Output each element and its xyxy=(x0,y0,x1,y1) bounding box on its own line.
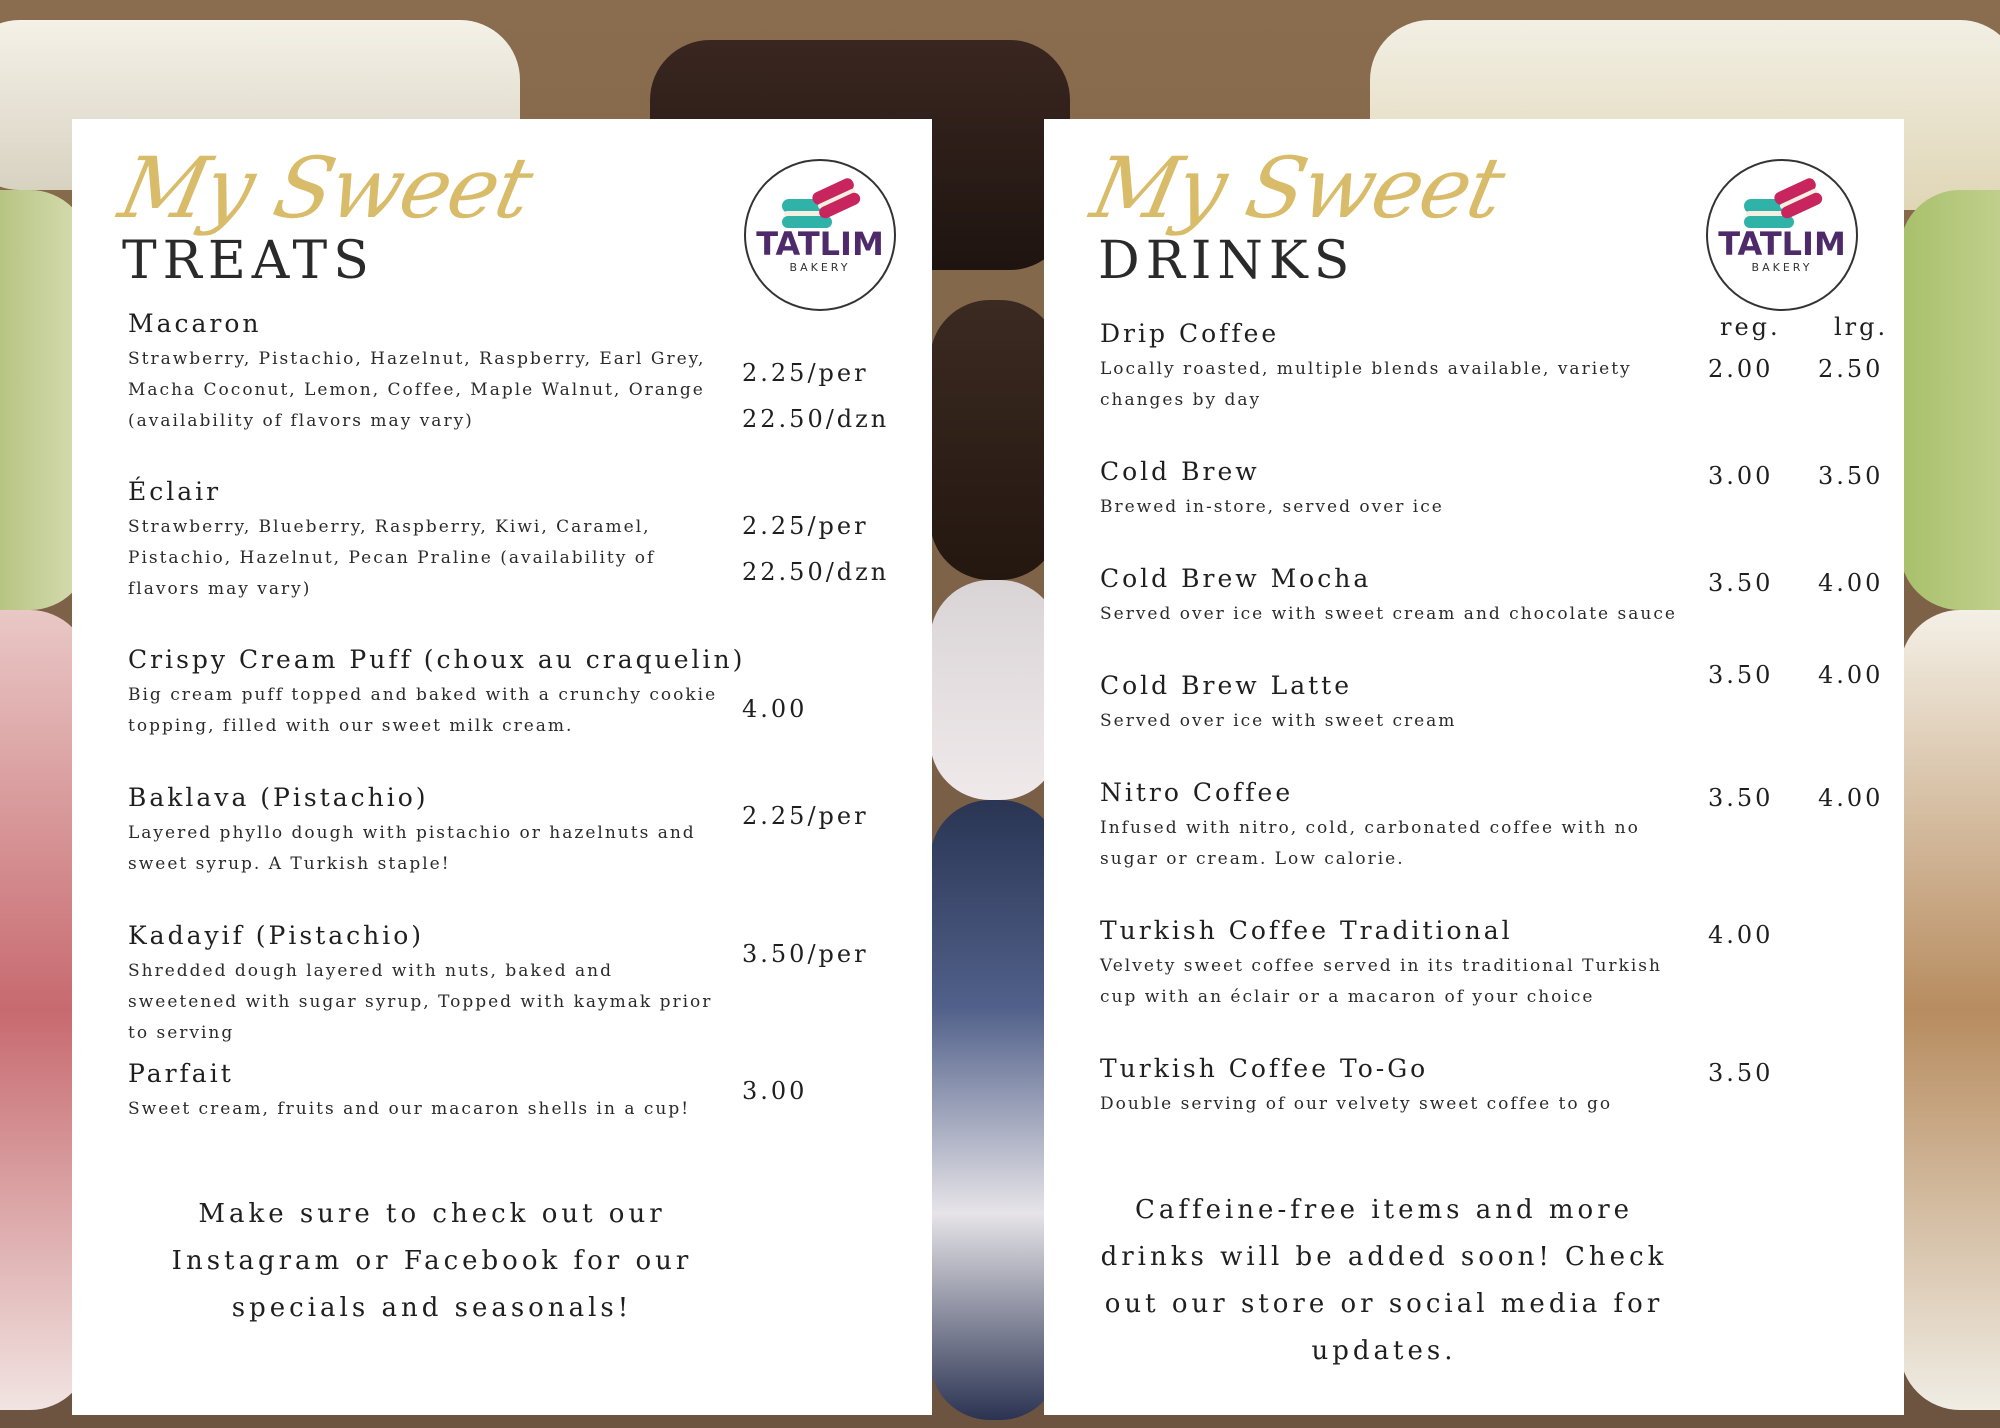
eclair-pistachio-2 xyxy=(1900,190,2000,610)
price-large: 2.50 xyxy=(1818,355,1884,383)
menu-item-cold-brew-latte xyxy=(1100,671,1680,737)
eclair-white-2 xyxy=(930,580,1060,800)
item-description: Strawberry, Blueberry, Raspberry, Kiwi, Caramel, Pistachio, Hazelnut, Pecan Praline (availability of flavors may vary) xyxy=(128,517,656,599)
drinks-update-note: Caffeine-free items and more drinks will be added soon! Check out our store or social media for updates. xyxy=(1100,1195,1668,1366)
menu-item-macaron xyxy=(128,309,728,437)
logo-name: TATLIM xyxy=(756,225,884,263)
item-price-dozen: 22.50/dzn xyxy=(742,405,890,433)
menu-item-eclair xyxy=(128,477,728,605)
item-price: 2.25/per xyxy=(742,512,869,540)
column-header-regular: reg. xyxy=(1720,313,1781,341)
item-name: Turkish Coffee Traditional xyxy=(1100,916,1513,945)
item-price-dozen: 22.50/dzn xyxy=(742,558,890,586)
item-description: Locally roasted, multiple blends available, variety changes by day xyxy=(1100,359,1632,410)
item-name: Éclair xyxy=(128,477,222,506)
menu-item-cold-brew xyxy=(1100,457,1680,523)
item-description: Layered phyllo dough with pistachio or hazelnuts and sweet syrup. A Turkish staple! xyxy=(128,823,696,874)
item-price: 2.25/per xyxy=(742,359,869,387)
item-name: Cold Brew Latte xyxy=(1100,671,1352,700)
logo-name: TATLIM xyxy=(1718,225,1846,263)
treats-title: TREATS xyxy=(122,231,375,291)
item-price: 4.00 xyxy=(742,695,808,723)
price-large: 4.00 xyxy=(1818,784,1884,812)
menu-item-cream-puff xyxy=(128,645,746,742)
menu-item-turkish-coffee-to-go xyxy=(1100,1054,1680,1120)
item-name: Cold Brew Mocha xyxy=(1100,564,1372,593)
logo-subtitle: BAKERY xyxy=(1751,261,1813,274)
item-name: Kadayif (Pistachio) xyxy=(128,921,425,950)
item-description: Brewed in-store, served over ice xyxy=(1100,497,1444,517)
item-description: Served over ice with sweet cream and chocolate sauce xyxy=(1100,604,1677,624)
item-name: Cold Brew xyxy=(1100,457,1260,486)
item-description: Double serving of our velvety sweet coffee to go xyxy=(1100,1094,1613,1114)
item-name: Nitro Coffee xyxy=(1100,778,1294,807)
bakery-logo xyxy=(744,159,896,311)
item-name: Crispy Cream Puff (choux au craquelin) xyxy=(128,645,746,674)
item-description: Shredded dough layered with nuts, baked and sweetened with sugar syrup, Topped with kaymak prior to serving xyxy=(128,961,713,1043)
menu-item-turkish-coffee-traditional xyxy=(1100,916,1680,1013)
item-description: Served over ice with sweet cream xyxy=(1100,711,1457,731)
price-large: 3.50 xyxy=(1818,462,1884,490)
eclair-chocolate-2 xyxy=(930,300,1060,580)
treats-script-title: My Sweet xyxy=(111,139,540,237)
menu-item-nitro-coffee xyxy=(1100,778,1680,875)
drinks-menu-panel xyxy=(1044,119,1904,1415)
price-regular: 3.50 xyxy=(1708,569,1774,597)
price-regular: 3.50 xyxy=(1708,1059,1774,1087)
item-description: Velvety sweet coffee served in its traditional Turkish cup with an éclair or a macaron of your choice xyxy=(1100,956,1662,1007)
item-price: 3.00 xyxy=(742,1077,808,1105)
menu-item-kadayif xyxy=(128,921,728,1049)
treats-menu-panel xyxy=(72,119,932,1415)
menu-item-cold-brew-mocha xyxy=(1100,564,1680,630)
price-regular: 2.00 xyxy=(1708,355,1774,383)
item-name: Baklava (Pistachio) xyxy=(128,783,429,812)
price-regular: 3.50 xyxy=(1708,661,1774,689)
price-regular: 3.00 xyxy=(1708,462,1774,490)
eclair-blueberry xyxy=(930,800,1060,1420)
price-large: 4.00 xyxy=(1818,661,1884,689)
item-description: Strawberry, Pistachio, Hazelnut, Raspberry, Earl Grey, Macha Coconut, Lemon, Coffee, Maple Walnut, Orange (availability of flavors may vary) xyxy=(128,349,706,431)
price-large: 4.00 xyxy=(1818,569,1884,597)
menu-item-baklava xyxy=(128,783,728,880)
item-price: 2.25/per xyxy=(742,802,869,830)
item-name: Drip Coffee xyxy=(1100,319,1280,348)
bakery-logo xyxy=(1706,159,1858,311)
item-name: Parfait xyxy=(128,1059,234,1088)
item-description: Infused with nitro, cold, carbonated coffee with no sugar or cream. Low calorie. xyxy=(1100,818,1640,869)
drinks-script-title: My Sweet xyxy=(1083,139,1512,237)
price-regular: 3.50 xyxy=(1708,784,1774,812)
logo-subtitle: BAKERY xyxy=(789,261,851,274)
item-name: Macaron xyxy=(128,309,262,338)
item-name: Turkish Coffee To-Go xyxy=(1100,1054,1429,1083)
menu-item-parfait xyxy=(128,1059,728,1125)
eclair-praline xyxy=(1900,610,2000,1410)
column-header-large: lrg. xyxy=(1834,313,1889,341)
treats-social-note: Make sure to check out our Instagram or Facebook for our specials and seasonals! xyxy=(171,1199,693,1323)
item-description: Big cream puff topped and baked with a crunchy cookie topping, filled with our sweet milk cream. xyxy=(128,685,718,736)
menu-item-drip-coffee xyxy=(1100,319,1680,416)
item-price: 3.50/per xyxy=(742,940,869,968)
item-description: Sweet cream, fruits and our macaron shells in a cup! xyxy=(128,1099,691,1119)
price-regular: 4.00 xyxy=(1708,921,1774,949)
drinks-title: DRINKS xyxy=(1098,231,1356,291)
